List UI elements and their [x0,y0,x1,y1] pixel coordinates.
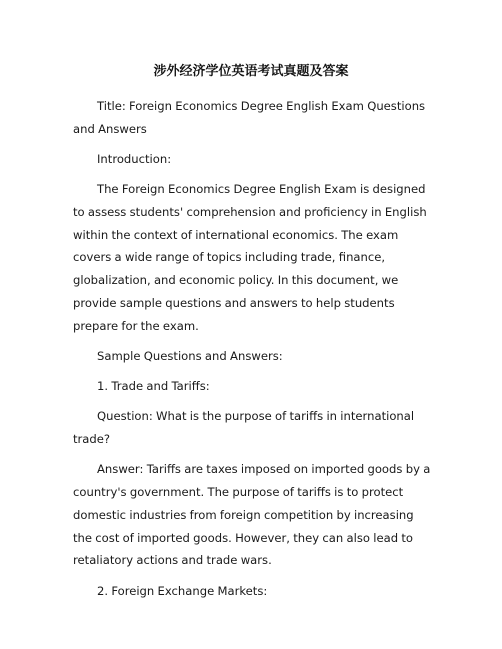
paragraph-section-1-heading: 1. Trade and Tariffs: [97,379,210,394]
paragraph-introduction-text: The Foreign Economics Degree English Exam is designed to assess students' comprehension and proficiency in English within the context of international economics. The exam covers a wide range of topics including trade, finance, globalization, and economic policy. In this document, we provide sample questions and answers to help students prepare for the exam. [73,182,427,333]
document-body [73,95,431,610]
paragraph-answer-1: Answer: Tariffs are taxes imposed on imported goods by a country's government. The purpose of tariffs is to protect domestic industries from foreign competition by increasing the cost of imported goods. However, they can also lead to retaliatory actions and trade wars. [73,462,431,568]
paragraph-title-line: Title: Foreign Economics Degree English Exam Questions and Answers [73,99,426,136]
paragraph-sample-heading: Sample Questions and Answers: [97,348,283,363]
document-title: 涉外经济学位英语考试真题及答案 [153,64,349,79]
paragraph-introduction-heading: Introduction: [97,152,172,166]
paragraph-section-2-heading: 2. Foreign Exchange Markets: [97,583,268,598]
paragraph-question-1: Question: What is the purpose of tariffs in international trade? [73,409,415,447]
